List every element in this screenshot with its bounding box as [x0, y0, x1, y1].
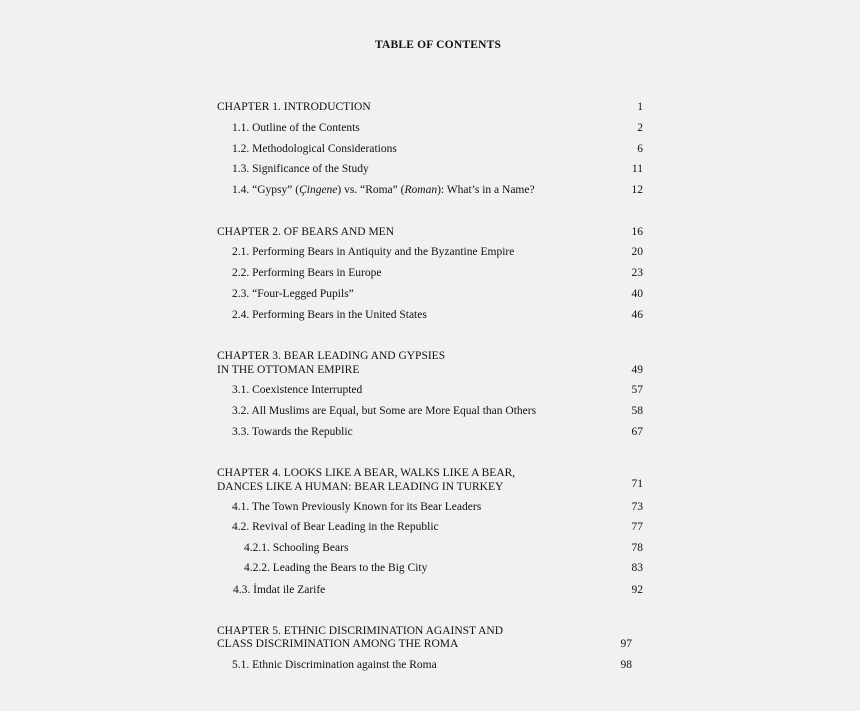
- toc-page-number: 40: [631, 288, 643, 300]
- toc-entry-chapter-5: CHAPTER 5. ETHNIC DISCRIMINATION AGAINST AND: [217, 625, 504, 637]
- toc-page-number: 46: [631, 309, 643, 321]
- toc-page-number: 16: [631, 226, 643, 238]
- toc-entry-chapter-5-continued: CLASS DISCRIMINATION AMONG THE ROMA: [217, 638, 459, 650]
- toc-entry-chapter-3-continued: IN THE OTTOMAN EMPIRE: [217, 364, 360, 376]
- toc-title: TABLE OF CONTENTS: [374, 39, 502, 51]
- toc-page-number: 58: [631, 405, 643, 417]
- toc-page-number: 67: [631, 426, 643, 438]
- toc-entry-part: 1.4. “Gypsy” (: [232, 184, 300, 196]
- toc-entry: 2.4. Performing Bears in the United States: [232, 309, 427, 321]
- toc-entry-chapter-4-continued: DANCES LIKE A HUMAN: BEAR LEADING IN TURKEY: [217, 481, 504, 493]
- toc-entry-part: ): What’s in a Name?: [437, 184, 535, 196]
- toc-page-number: 83: [631, 562, 643, 574]
- toc-page-number: 20: [631, 246, 643, 258]
- toc-entry: 4.1. The Town Previously Known for its Bear Leaders: [232, 501, 482, 513]
- toc-entry: 4.2. Revival of Bear Leading in the Republic: [232, 521, 439, 533]
- toc-page-number: 2: [637, 122, 643, 134]
- toc-entry: 1.3. Significance of the Study: [232, 163, 369, 175]
- toc-page-number: 12: [631, 184, 643, 196]
- toc-page-number: 23: [631, 267, 643, 279]
- toc-page-number: 71: [631, 478, 643, 490]
- toc-page-number: 92: [631, 584, 643, 596]
- toc-entry-chapter-4: CHAPTER 4. LOOKS LIKE A BEAR, WALKS LIKE A BEAR,: [217, 467, 516, 479]
- toc-page-number: 97: [620, 638, 632, 650]
- toc-entry-with-italics: [232, 183, 535, 197]
- toc-entry: 3.3. Towards the Republic: [232, 426, 353, 438]
- toc-entry: 2.3. “Four-Legged Pupils”: [232, 288, 354, 300]
- toc-entry-italic-term: Çingene: [299, 184, 338, 196]
- toc-page-number: 49: [631, 364, 643, 376]
- toc-entry: 4.2.1. Schooling Bears: [244, 542, 349, 554]
- toc-entry: 4.2.2. Leading the Bears to the Big City: [244, 562, 428, 574]
- toc-page-number: 98: [620, 659, 632, 671]
- toc-page-number: 57: [631, 384, 643, 396]
- toc-entry: 2.2. Performing Bears in Europe: [232, 267, 382, 279]
- toc-page-number: 73: [631, 501, 643, 513]
- toc-entry: 5.1. Ethnic Discrimination against the Roma: [232, 659, 437, 671]
- toc-page-number: 11: [631, 163, 643, 175]
- toc-entry-part: ) vs. “Roma” (: [337, 184, 405, 196]
- toc-entry: 2.1. Performing Bears in Antiquity and the Byzantine Empire: [232, 246, 515, 258]
- toc-page-number: 78: [631, 542, 643, 554]
- toc-page-number: 1: [637, 101, 643, 113]
- toc-page-number: 77: [631, 521, 643, 533]
- toc-entry-chapter-2: CHAPTER 2. OF BEARS AND MEN: [217, 226, 394, 238]
- toc-entry: 3.2. All Muslims are Equal, but Some are More Equal than Others: [232, 405, 537, 417]
- toc-page-number: 6: [637, 143, 643, 155]
- toc-entry-chapter-1: CHAPTER 1. INTRODUCTION: [217, 101, 371, 113]
- toc-entry-chapter-3: CHAPTER 3. BEAR LEADING AND GYPSIES: [217, 350, 446, 362]
- toc-entry: 1.1. Outline of the Contents: [232, 122, 360, 134]
- toc-entry: 3.1. Coexistence Interrupted: [232, 384, 363, 396]
- toc-entry: 4.3. İmdat ile Zarife: [233, 584, 326, 596]
- toc-entry: 1.2. Methodological Considerations: [232, 143, 397, 155]
- toc-entry-italic-term: Roman: [404, 184, 438, 196]
